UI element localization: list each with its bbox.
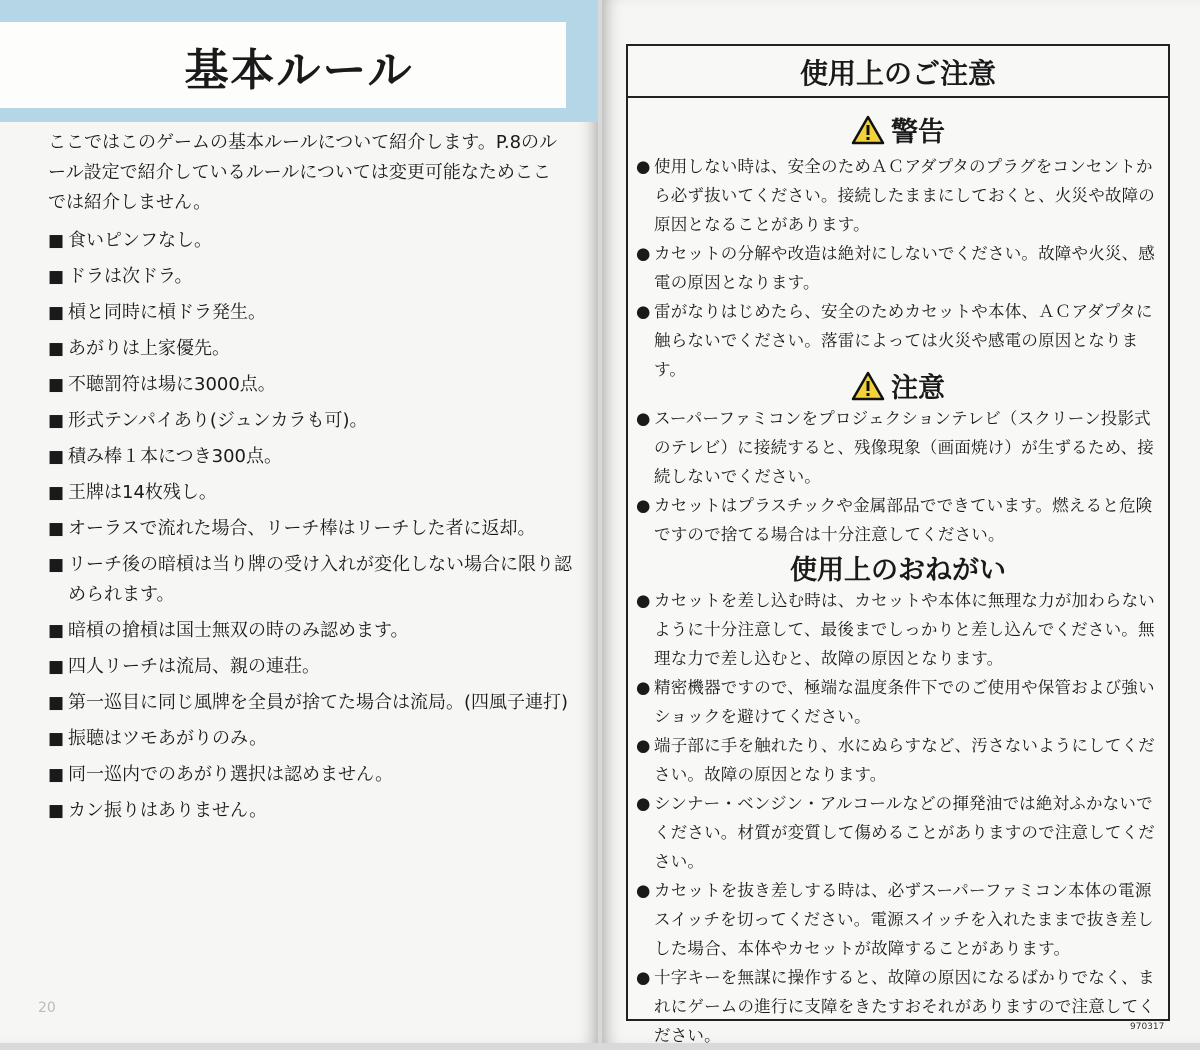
warning-triangle-icon (851, 115, 885, 152)
rule-item: ■ 槓と同時に槓ドラ発生。 (48, 298, 578, 328)
square-bullet-icon: ■ (48, 339, 65, 359)
rule-item: ■ オーラスで流れた場合、リーチ棒はリーチした者に返却。 (48, 514, 578, 544)
warning-item: ● カセットの分解や改造は絶対にしないでください。故障や火災、感電の原因となります。 (636, 239, 1156, 297)
request-item: ● カセットを差し込む時は、カセットや本体に無理な力が加わらないように十分注意して、最後までしっかりと差し込んでください。無理な力で差し込むと、故障の原因となります。 (636, 586, 1156, 673)
rule-item: ■ 同一巡内でのあがり選択は認めません。 (48, 760, 578, 790)
caution-item: ● カセットはプラスチックや金属部品でできています。燃えると危険ですので捨てる場合は十分注意してください。 (636, 491, 1156, 549)
square-bullet-icon: ■ (48, 657, 65, 677)
rule-item: ■ 形式テンパイあり(ジュンカラも可)。 (48, 406, 578, 436)
rule-item: ■ カン振りはありません。 (48, 796, 578, 826)
request-item: ● シンナー・ベンジン・アルコールなどの揮発油では絶対ふかないでください。材質が変質して傷めることがありますので注意してください。 (636, 789, 1156, 876)
page-title: 基本ルール (184, 45, 414, 96)
requests-heading: 使用上のおねがい (790, 555, 1006, 586)
round-bullet-icon: ● (636, 409, 651, 428)
round-bullet-icon: ● (636, 302, 651, 321)
rule-item: ■ 四人リーチは流局、親の連荘。 (48, 652, 578, 682)
request-item: ● 十字キーを無謀に操作すると、故障の原因になるばかりでなく、まれにゲームの進行に支障をきたすおそれがありますので注意してください。 (636, 963, 1156, 1050)
square-bullet-icon: ■ (48, 375, 65, 395)
request-item: ● 端子部に手を触れたり、水にぬらすなど、汚さないようにしてください。故障の原因となります。 (636, 731, 1156, 789)
warning-triangle-icon (851, 371, 885, 408)
round-bullet-icon: ● (636, 678, 651, 697)
rule-item: ■ 不聴罰符は場に3000点。 (48, 370, 578, 400)
rule-item: ■ 食いピンフなし。 (48, 226, 578, 256)
warning-item: ● 使用しない時は、安全のためＡＣアダプタのプラグをコンセントから必ず抜いてください。接続したままにしておくと、火災や故障の原因となることがあります。 (636, 152, 1156, 239)
round-bullet-icon: ● (636, 794, 651, 813)
caution-item: ● スーパーファミコンをプロジェクションテレビ（スクリーン投影式のテレビ）に接続すると、残像現象（画面焼け）が生ずるため、接続しないでください。 (636, 404, 1156, 491)
square-bullet-icon: ■ (48, 411, 65, 431)
rules-list (48, 226, 578, 832)
rule-item: ■ 第一巡目に同じ風牌を全員が捨てた場合は流局。(四風子連打) (48, 688, 578, 718)
round-bullet-icon: ● (636, 496, 651, 515)
warning-heading (626, 110, 1170, 152)
round-bullet-icon: ● (636, 881, 651, 900)
warning-item: ● 雷がなりはじめたら、安全のためカセットや本体、ＡＣアダプタに触らないでください。落雷によっては火災や感電の原因となります。 (636, 297, 1156, 384)
square-bullet-icon: ■ (48, 519, 65, 539)
square-bullet-icon: ■ (48, 693, 65, 713)
round-bullet-icon: ● (636, 244, 651, 263)
rule-item: ■ 王牌は14枚残し。 (48, 478, 578, 508)
caution-list (636, 404, 1156, 549)
requests-list (636, 586, 1156, 1050)
left-page (0, 0, 598, 1043)
request-item: ● カセットを抜き差しする時は、必ずスーパーファミコン本体の電源スイッチを切ってください。電源スイッチを入れたままで抜き差しした場合、本体やカセットが故障することがあります。 (636, 876, 1156, 963)
caution-heading (626, 366, 1170, 408)
rule-item: ■ 暗槓の搶槓は国士無双の時のみ認めます。 (48, 616, 578, 646)
rule-item: ■ ドラは次ドラ。 (48, 262, 578, 292)
square-bullet-icon: ■ (48, 447, 65, 467)
intro-text: ここではこのゲームの基本ルールについて紹介します。P.8のルール設定で紹介しているルールについては変更可能なためここでは紹介しません。 (48, 132, 558, 213)
square-bullet-icon: ■ (48, 483, 65, 503)
square-bullet-icon: ■ (48, 555, 65, 575)
warning-list (636, 152, 1156, 384)
round-bullet-icon: ● (636, 968, 651, 987)
notice-heading: 使用上のご注意 (799, 57, 996, 90)
request-item: ● 精密機器ですので、極端な温度条件下でのご使用や保管および強いショックを避けてください。 (636, 673, 1156, 731)
square-bullet-icon: ■ (48, 267, 65, 287)
round-bullet-icon: ● (636, 736, 651, 755)
round-bullet-icon: ● (636, 591, 651, 610)
rule-item: ■ 積み棒１本につき300点。 (48, 442, 578, 472)
square-bullet-icon: ■ (48, 231, 65, 251)
square-bullet-icon: ■ (48, 765, 65, 785)
square-bullet-icon: ■ (48, 729, 65, 749)
square-bullet-icon: ■ (48, 621, 65, 641)
round-bullet-icon: ● (636, 157, 651, 176)
rule-item: ■ あがりは上家優先。 (48, 334, 578, 364)
square-bullet-icon: ■ (48, 801, 65, 821)
warning-title: 警告 (891, 117, 945, 148)
print-code: 970317 (1130, 1022, 1165, 1032)
rule-item: ■ リーチ後の暗槓は当り牌の受け入れが変化しない場合に限り認められます。 (48, 550, 578, 610)
rule-item: ■ 振聴はツモあがりのみ。 (48, 724, 578, 754)
page-number: 20 (38, 1000, 56, 1016)
square-bullet-icon: ■ (48, 303, 65, 323)
caution-title: 注意 (891, 373, 945, 404)
